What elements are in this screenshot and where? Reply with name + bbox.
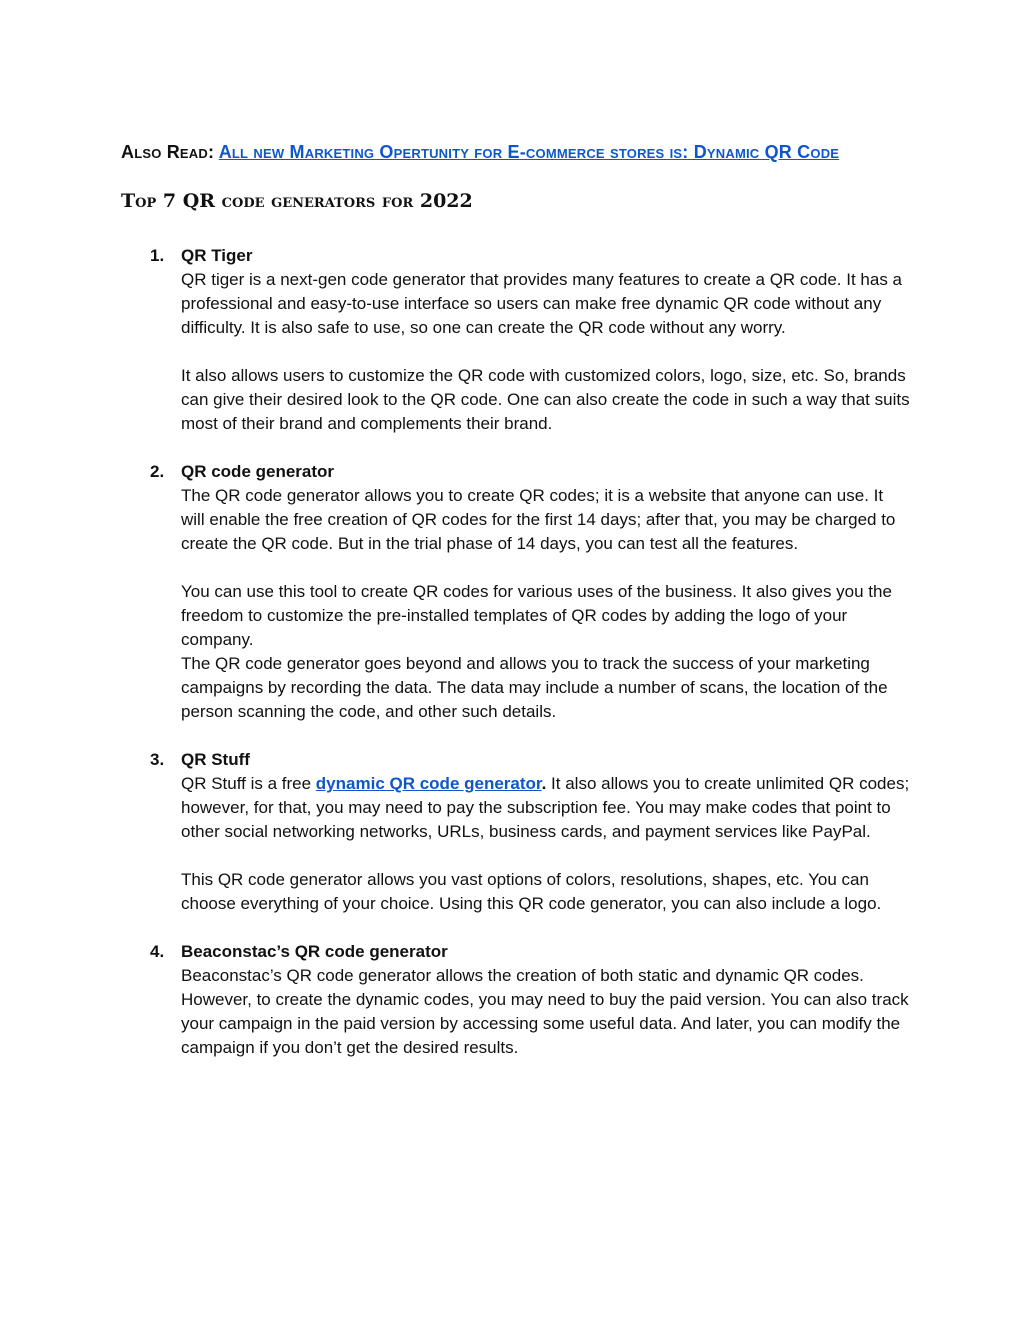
item-paragraph bbox=[181, 772, 911, 844]
item-title: QR code generator bbox=[181, 462, 335, 481]
list-number: 2. bbox=[150, 462, 165, 481]
section-heading: Top 7 QR code generators for 2022 bbox=[121, 190, 473, 212]
also-read-label: Also Read: bbox=[121, 142, 215, 162]
paragraph-punctuation: . bbox=[541, 774, 547, 793]
list-item-qr-tiger bbox=[0, 244, 911, 436]
dynamic-qr-generator-link[interactable]: dynamic QR code generator bbox=[315, 774, 542, 793]
list-item-beaconstac bbox=[0, 940, 911, 1060]
item-paragraph: It also allows users to customize the QR code with customized colors, logo, size, etc. So, brands can give their desired look to the QR code. One can also create the code in such a way that suits most of their brand and complements their brand. bbox=[181, 366, 910, 433]
also-read-line bbox=[121, 142, 839, 163]
list-number: 1. bbox=[150, 246, 165, 265]
list-item-qr-code-generator bbox=[0, 460, 911, 724]
item-paragraph: QR tiger is a next-gen code generator that provides many features to create a QR code. It has a professional and easy-to-use interface so users can make free dynamic QR code without any difficulty. It is also safe to use, so one can create the QR code without any worry. bbox=[181, 270, 902, 337]
item-paragraph: The QR code generator goes beyond and allows you to track the success of your marketing campaigns by recording the data. The data may include a number of scans, the location of the person scanning the code, and other such details. bbox=[181, 654, 888, 721]
item-title: QR Stuff bbox=[181, 750, 250, 769]
also-read-link[interactable]: All new Marketing Opertunity for E-commerce stores is: Dynamic QR Code bbox=[218, 142, 840, 162]
item-paragraph: You can use this tool to create QR codes for various uses of the business. It also gives you the freedom to customize the pre-installed templates of QR codes by adding the logo of your company. bbox=[181, 582, 892, 649]
list-number: 4. bbox=[150, 942, 165, 961]
item-paragraph: Beaconstac’s QR code generator allows the creation of both static and dynamic QR codes. However, to create the dynamic codes, you may need to buy the paid version. You can also track your campaign in the paid version by accessing some useful data. And later, you can modify the campaign if you don’t get the desired results. bbox=[181, 966, 909, 1057]
item-paragraph: This QR code generator allows you vast options of colors, resolutions, shapes, etc. You can choose everything of your choice. Using this QR code generator, you can also include a logo. bbox=[181, 870, 882, 913]
generator-list bbox=[0, 244, 1024, 1084]
item-paragraph: The QR code generator allows you to create QR codes; it is a website that anyone can use. It will enable the free creation of QR codes for the first 14 days; after that, you may be charged to create the QR code. But in the trial phase of 14 days, you can test all the features. bbox=[181, 486, 896, 553]
paragraph-text: QR Stuff is a free bbox=[181, 774, 316, 793]
list-item-qr-stuff bbox=[0, 748, 911, 916]
list-number: 3. bbox=[150, 750, 165, 769]
item-title: Beaconstac’s QR code generator bbox=[181, 942, 448, 961]
item-title: QR Tiger bbox=[181, 246, 253, 265]
paragraph-text: It also allows you to create unlimited QR codes; however, for that, you may need to pay the subscription fee. You may make codes that point to other social networking networks, URLs, business cards, and payment services like PayPal. bbox=[181, 774, 910, 841]
